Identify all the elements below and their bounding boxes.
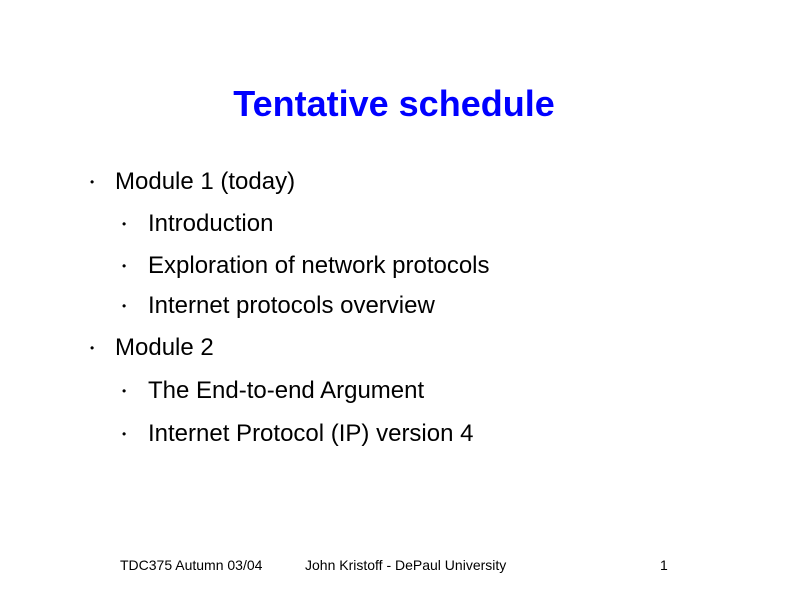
bullet-item-internet-overview xyxy=(122,292,435,320)
bullet-item-module-1 xyxy=(90,168,296,196)
footer-course: TDC375 Autumn 03/04 xyxy=(120,557,263,573)
bullet-item-module-2 xyxy=(90,334,214,362)
bullet-text: Module 1 (today) xyxy=(115,168,296,195)
bullet-text: Internet protocols overview xyxy=(148,292,435,319)
bullet-item-exploration xyxy=(122,252,490,280)
bullet-text: Module 2 xyxy=(115,334,214,361)
bullet-text: Exploration of network protocols xyxy=(148,252,490,279)
bullet-dot-icon: • xyxy=(122,427,127,441)
bullet-dot-icon: • xyxy=(122,299,127,313)
bullet-item-introduction xyxy=(122,210,274,238)
bullet-text: The End-to-end Argument xyxy=(148,377,425,404)
bullet-item-ipv4 xyxy=(122,420,474,448)
bullet-text: Introduction xyxy=(148,210,274,237)
bullet-item-end-to-end xyxy=(122,377,425,405)
bullet-dot-icon: • xyxy=(122,259,127,273)
bullet-text: Internet Protocol (IP) version 4 xyxy=(148,420,474,447)
footer-page-number: 1 xyxy=(660,557,668,573)
bullet-dot-icon: • xyxy=(122,384,127,398)
footer-author: John Kristoff - DePaul University xyxy=(305,557,507,573)
slide-title-text: Tentative schedule xyxy=(233,83,555,124)
bullet-dot-icon: • xyxy=(90,175,95,189)
bullet-dot-icon: • xyxy=(122,217,127,231)
bullet-dot-icon: • xyxy=(90,341,95,355)
